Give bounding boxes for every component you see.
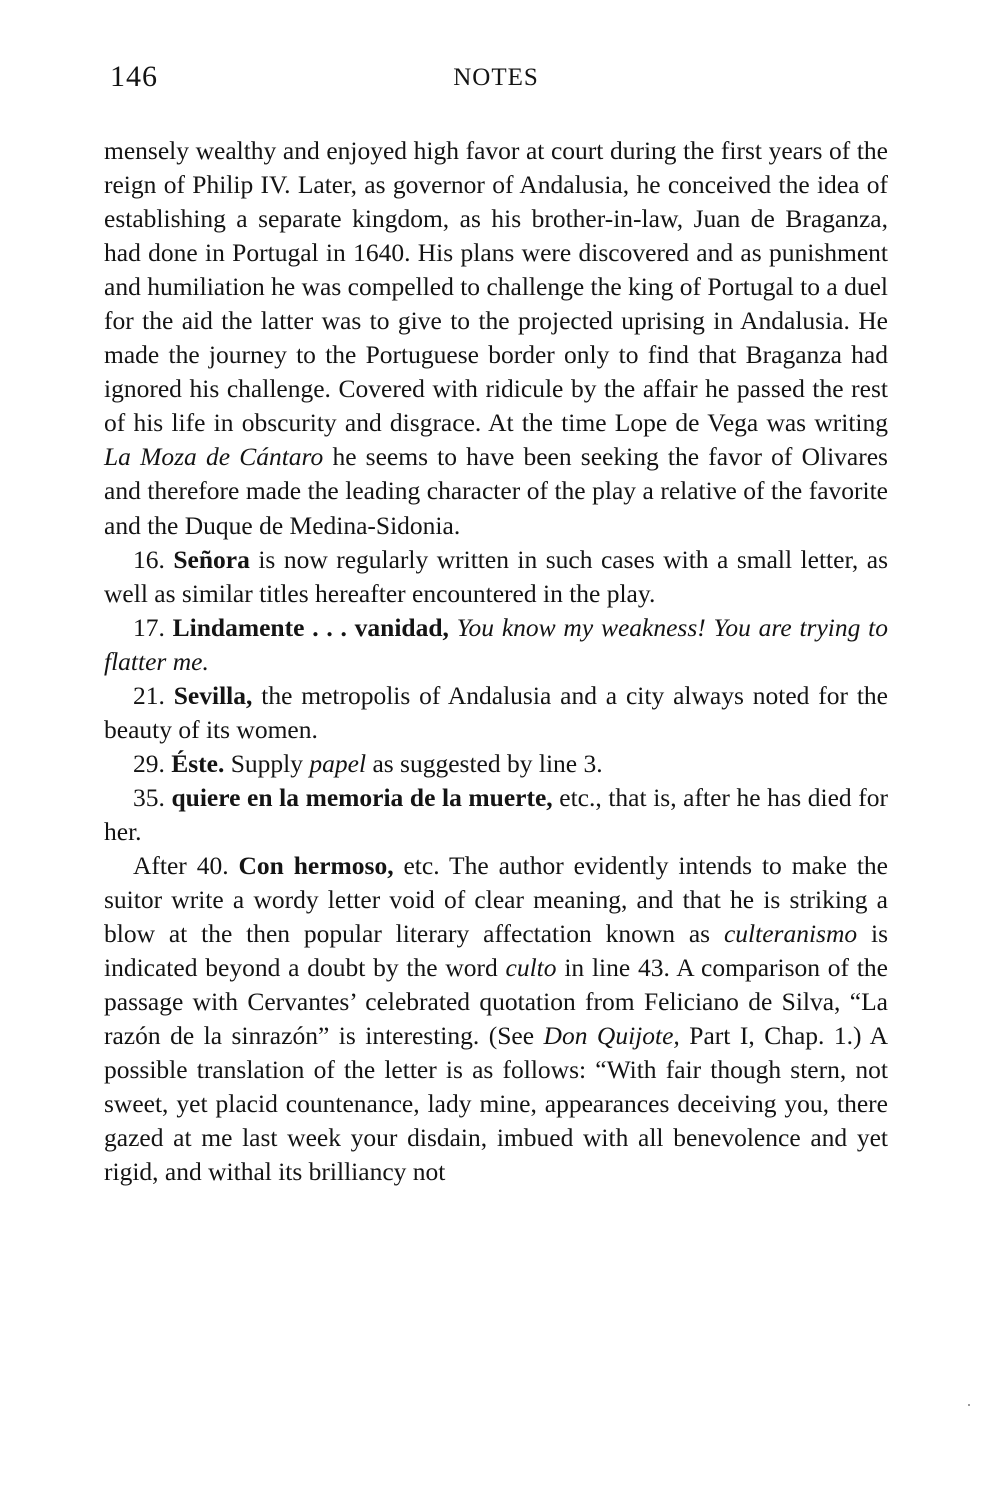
note-text: in line 43. A comparison of the passage with Cervantes’ celebrated quotation from Feliciano de Silva, “La razón de la sinrazón” is interesting. (See — [104, 953, 888, 1051]
scan-speck — [968, 1404, 970, 1406]
book-title: Don Quijote, — [543, 1021, 680, 1051]
note-lemma: quiere en la memoria de la muerte, — [171, 782, 553, 812]
note-text: is now regularly written in such cases with a small letter, as well as similar titles hereafter encountered in the play. — [104, 544, 889, 608]
book-page — [104, 0, 889, 1187]
play-title: La Moza de Cántaro — [104, 442, 324, 472]
page-number: 146 — [110, 60, 158, 93]
note-lemma: Lindamente . . . vanidad, — [172, 612, 449, 642]
note-text: as suggested by line 3. — [366, 748, 603, 778]
note-16 — [104, 543, 888, 611]
note-text: he seems to have been seeking the favor of Olivares and therefore made the leading character of the play a relative of the favorite and the Duque de Medina-Sidonia. — [104, 442, 888, 540]
note-text: mensely wealthy and enjoyed high favor at court during the first years of the reign of Philip IV. Later, as governor of Andalusia, he conceived the idea of establishing a separate kingdom, as his brother-in-law, Juan de Braganza, had done in Portugal in 1640. His plans were discovered and as punishment and humiliation he was compelled to challenge the king of Portugal to a duel for the aid the latter was to give to the projected uprising in Andalusia. He made the journey to the Portuguese border only to find that Braganza had ignored his challenge. Covered with ridicule by the affair he passed the rest of his life in obscurity and disgrace. At the time Lope de Vega was writing — [104, 136, 888, 438]
running-head — [104, 0, 888, 100]
note-lemma: Éste. — [171, 748, 225, 778]
note-text: is indicated beyond a doubt by the word — [104, 919, 888, 983]
note-number: 29. — [133, 748, 165, 778]
notes-body — [104, 134, 888, 1189]
note-text: etc. The author evidently intends to make the suitor write a wordy letter void of clear meaning, and that he is striking a blow at the then popular literary affectation known as — [104, 850, 888, 949]
section-title: NOTES — [453, 64, 539, 91]
note-number: After 40. — [133, 850, 229, 880]
note-italic-term: culto — [505, 953, 557, 983]
note-35 — [104, 781, 888, 849]
note-text: the metropolis of Andalusia and a city always noted for the beauty of its women. — [104, 680, 888, 744]
note-lemma: Sevilla, — [173, 680, 253, 710]
note-text: Supply — [224, 748, 310, 778]
continued-note-paragraph — [104, 134, 888, 543]
note-translation: You know my weakness! You are trying to flatter me. — [104, 612, 888, 676]
note-italic-term: culteranismo — [723, 919, 858, 949]
note-29 — [104, 747, 888, 781]
note-number: 35. — [133, 782, 165, 812]
note-italic-term: papel — [309, 748, 367, 778]
note-text: etc., that is, after he has died for her. — [104, 782, 888, 846]
note-lemma: Con hermoso, — [238, 850, 394, 880]
note-lemma: Señora — [173, 544, 250, 574]
note-number: 21. — [133, 680, 165, 710]
note-after-40 — [104, 849, 888, 1189]
note-17 — [104, 611, 888, 679]
note-21 — [104, 679, 888, 747]
note-text: Part I, Chap. 1.) A possible translation of the letter is as follows: “With fair though stern, not sweet, yet placid countenance, lady mine, appearances deceiving you, there gazed at me last week your disdain, imbued with all benevolence and yet rigid, and withal its brilliancy not — [104, 1021, 888, 1187]
note-number: 16. — [133, 544, 165, 574]
note-number: 17. — [133, 612, 165, 642]
